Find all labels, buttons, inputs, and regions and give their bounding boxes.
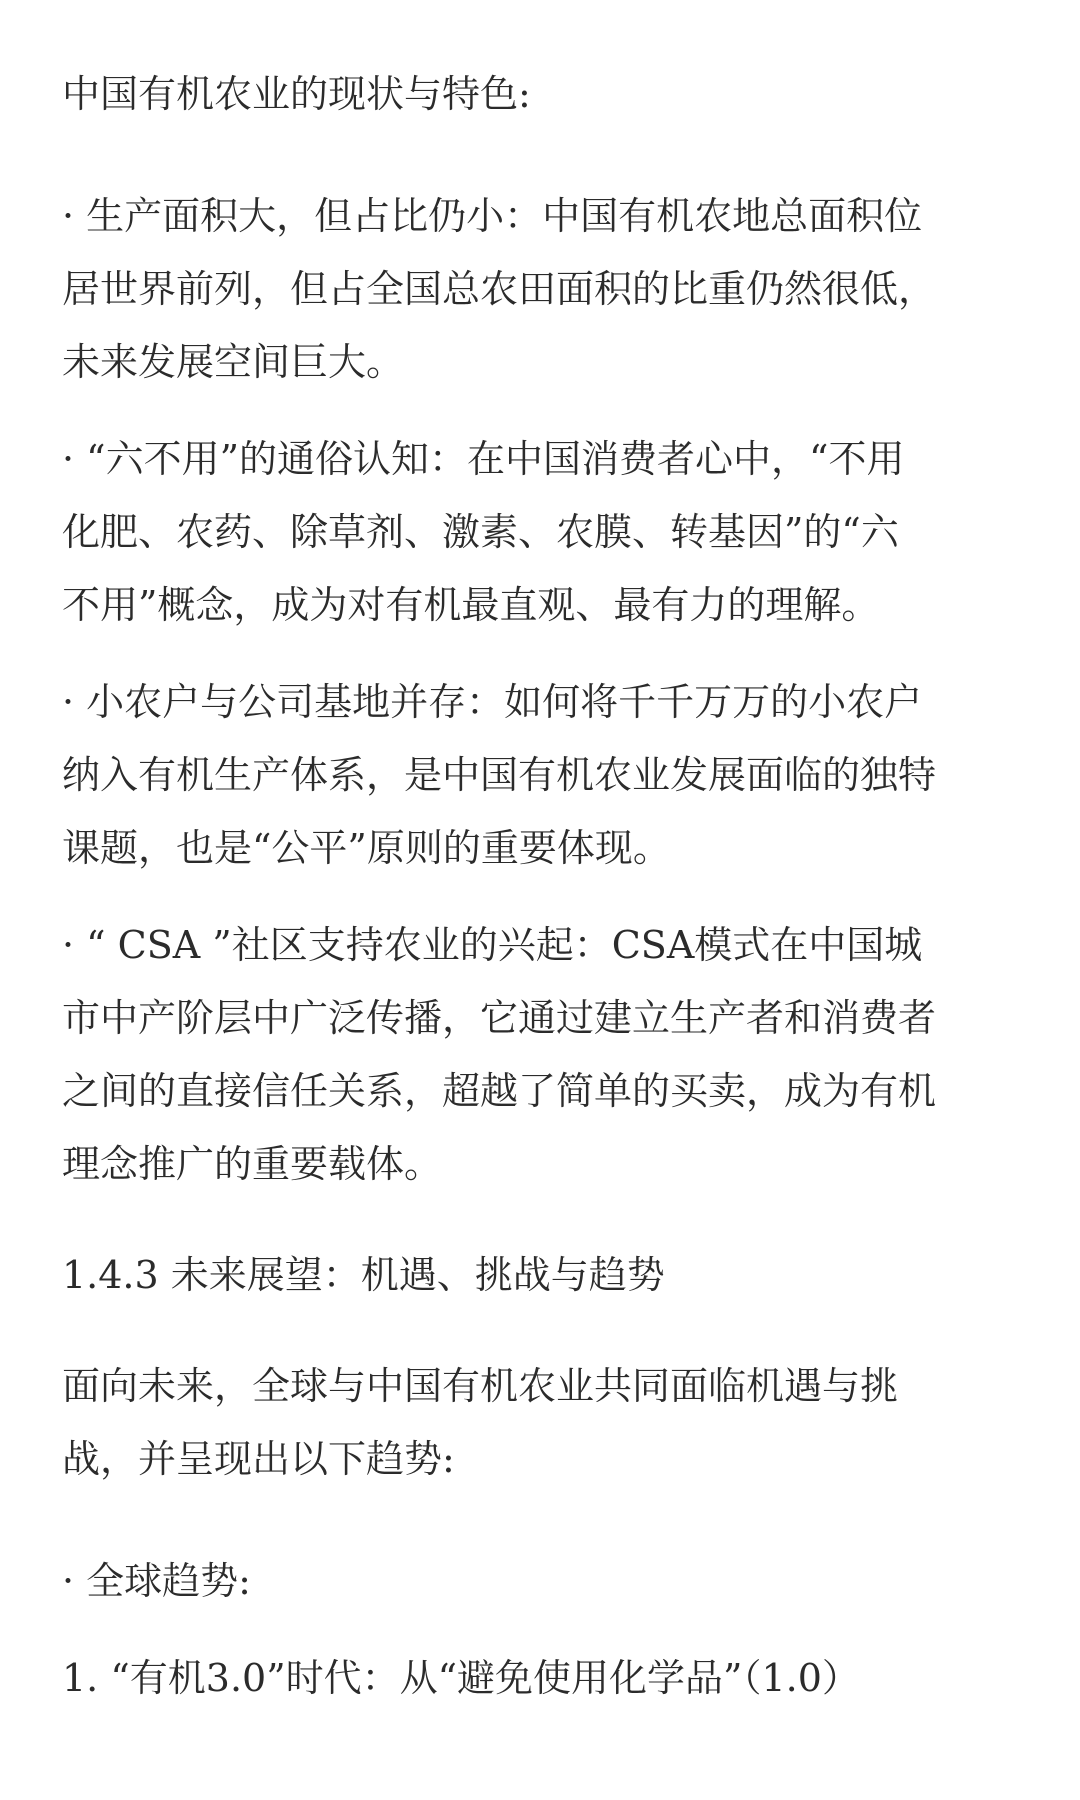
text-line: 1. “有机3.0”时代：从“避免使用化学品”（1.0） xyxy=(62,1656,860,1700)
text-line: 之间的直接信任关系，超越了简单的买卖，成为有机 xyxy=(62,1069,937,1113)
section-intro-heading xyxy=(62,58,1022,131)
text-line: 未来发展空间巨大。 xyxy=(62,340,405,384)
text-line: 1.4.3 未来展望：机遇、挑战与趋势 xyxy=(62,1253,665,1297)
text-line: · 生产面积大，但占比仍小：中国有机农地总面积位 xyxy=(62,194,923,238)
text-line: 纳入有机生产体系，是中国有机农业发展面临的独特 xyxy=(62,753,937,797)
text-line: · “ CSA ”社区支持农业的兴起：CSA模式在中国城 xyxy=(62,923,923,967)
text-line: 居世界前列，但占全国总农田面积的比重仍然很低， xyxy=(62,267,937,311)
list-item-organic-3 xyxy=(62,1642,1022,1715)
bullet-six-no-use xyxy=(62,423,1022,642)
document-body xyxy=(62,58,1022,1715)
text-line: · “六不用”的通俗认知：在中国消费者心中，“不用 xyxy=(62,437,905,481)
text-line: 市中产阶层中广泛传播，它通过建立生产者和消费者 xyxy=(62,996,937,1040)
bullet-csa xyxy=(62,909,1022,1201)
bullet-smallholders xyxy=(62,666,1022,885)
text-line: · 小农户与公司基地并存：如何将千千万万的小农户 xyxy=(62,680,923,724)
text-line: 面向未来，全球与中国有机农业共同面临机遇与挑 xyxy=(62,1364,899,1408)
text-line: 化肥、农药、除草剂、激素、农膜、转基因”的“六 xyxy=(62,510,899,554)
text-line: 不用”概念，成为对有机最直观、最有力的理解。 xyxy=(62,583,880,627)
bullet-production-area xyxy=(62,180,1022,399)
text-line: 课题，也是“公平”原则的重要体现。 xyxy=(62,826,671,870)
future-intro-paragraph xyxy=(62,1350,1022,1496)
section-heading-1-4-3 xyxy=(62,1239,1022,1312)
text-line: 理念推广的重要载体。 xyxy=(62,1142,443,1186)
text-line: · 全球趋势: xyxy=(62,1559,251,1603)
text-line: 中国有机农业的现状与特色: xyxy=(62,72,531,116)
global-trend-label xyxy=(62,1545,1022,1618)
text-line: 战，并呈现出以下趋势: xyxy=(62,1437,455,1481)
